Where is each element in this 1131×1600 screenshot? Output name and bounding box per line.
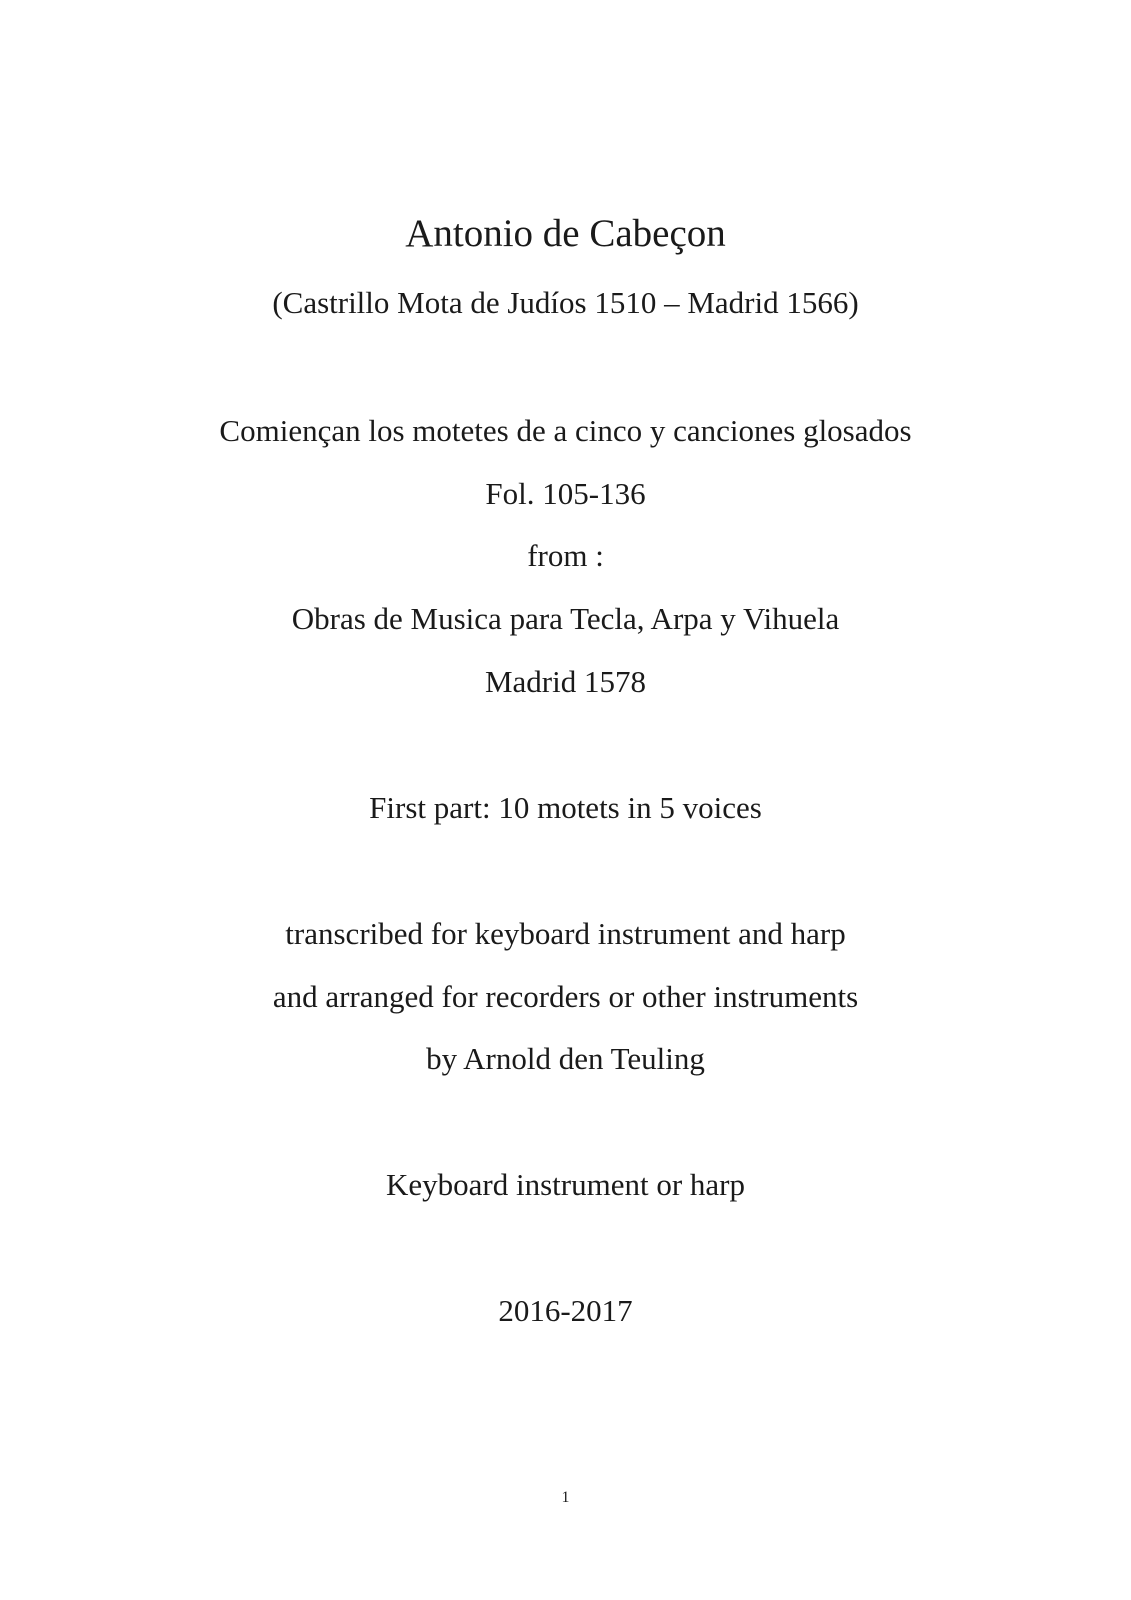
- edition-label: Keyboard instrument or harp: [386, 1167, 745, 1202]
- edition-years: 2016-2017: [498, 1293, 633, 1328]
- transcription-line: and arranged for recorders or other instruments: [272, 979, 859, 1014]
- composer-lifespan: (Castrillo Mota de Judíos 1510 – Madrid 1566): [272, 285, 859, 320]
- folio-range: Fol. 105-136: [485, 476, 646, 511]
- source-title: Obras de Musica para Tecla, Arpa y Vihuela: [291, 601, 840, 636]
- page-number: 1: [561, 1489, 570, 1506]
- collection-title: Comiençan los motetes de a cinco y canciones glosados: [219, 413, 912, 448]
- part-description: First part: 10 motets in 5 voices: [369, 790, 762, 825]
- transcription-line: by Arnold den Teuling: [426, 1041, 705, 1076]
- transcription-line: transcribed for keyboard instrument and harp: [285, 916, 846, 951]
- from-label: from :: [527, 538, 604, 573]
- source-place-year: Madrid 1578: [484, 664, 646, 699]
- composer-name: Antonio de Cabeçon: [405, 212, 726, 255]
